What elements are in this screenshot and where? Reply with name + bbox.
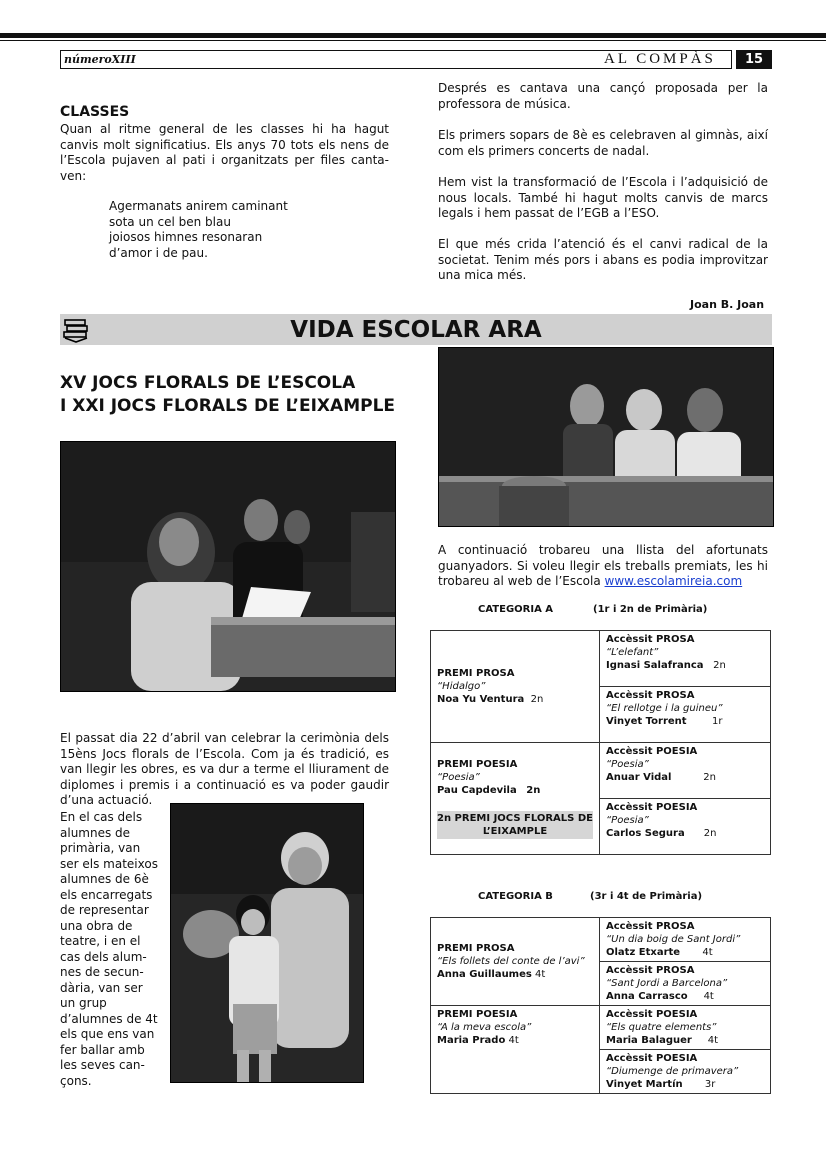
poem <box>109 199 369 261</box>
cat-a-premi-prosa: PREMI PROSA “Hidalgo” Noa Yu Ventura 2n <box>431 631 600 743</box>
cat-a-premi-poesia: PREMI POESIA “Poesia” Pau Capdevila 2n 2n PREMI JOCS FLORALS DE L’EIXAMPLE <box>431 743 600 855</box>
category-b-range: (3r i 4t de Primària) <box>590 891 703 902</box>
cat-b-accessit-3: Accèssit POESIA “Els quatre elements” Maria Balaguer 4t <box>600 1006 771 1050</box>
photo-ceremony-readers <box>60 441 396 692</box>
cat-b-accessit-4: Accèssit POESIA “Diumenge de primavera” Vinyet Martín 3r <box>600 1050 771 1094</box>
article-wrap-text: En el cas dels alumnes de primària, van ser els mateixos alumnes de 6è els encarregats de representar una obra de teatre, i en el cas dels alum- nes de secun- dària, van ser un grup d’alumnes de 4t els que ens van fer ballar amb les seves can- çons. <box>60 810 158 1088</box>
issue-number: númeroXIII <box>64 53 136 66</box>
eixample-prize-badge: 2n PREMI JOCS FLORALS DE L’EIXAMPLE <box>437 813 593 837</box>
classes-paragraph: Quan al ritme general de les classes hi ha hagut canvis molt significatius. Els anys 70 tots els nens de l’Escola pujaven al pati i organitzats per files canta-ven: <box>60 122 389 183</box>
cat-a-accessit-1: Accèssit PROSA “L’elefant” Ignasi Salafranca 2n <box>600 631 771 687</box>
photo-jury-table <box>438 347 774 527</box>
cat-b-premi-poesia: PREMI POESIA “A la meva escola” Maria Prado 4t <box>431 1006 600 1094</box>
cat-a-accessit-3: Accèssit POESIA “Poesia” Anuar Vidal 2n <box>600 743 771 799</box>
website-link[interactable]: www.escolamireia.com <box>604 574 743 588</box>
category-a-label: CATEGORIA A <box>478 604 554 615</box>
article-title <box>60 372 395 418</box>
right-paragraph-4: El que més crida l’atenció és el canvi radical de la societat. Tenim més pors i abans es podia improvitzar una mica més. <box>438 237 768 282</box>
cat-a-accessit-2: Accèssit PROSA “El rellotge i la guineu” Vinyet Torrent 1r <box>600 687 771 743</box>
list-intro: A continuació trobareu una llista del afortunats guanyadors. Si voleu llegir els treballs premiats, les hi trobareu al web de l’Escola www.escolamireia.com <box>438 543 768 588</box>
poem-line: joiosos himnes resonaran <box>109 230 263 244</box>
photo-award-girl <box>170 803 364 1083</box>
page-number: 15 <box>736 50 772 69</box>
right-paragraph-2: Els primers sopars de 8è es celebraven al gimnàs, així com els primers concerts de nadal. <box>438 128 768 158</box>
publication-name: AL COMPÀS <box>604 51 716 67</box>
poem-line: d’amor i de pau. <box>109 245 208 260</box>
right-paragraph-1: Després es cantava una cançó proposada per la professora de música. <box>438 81 768 111</box>
poem-line: sota un cel ben blau <box>109 214 231 229</box>
category-a-range: (1r i 2n de Primària) <box>593 604 708 615</box>
article-title-line: XV JOCS FLORALS DE L’ESCOLA <box>60 373 356 393</box>
cat-b-premi-prosa: PREMI PROSA “Els follets del conte de l’avi” Anna Guillaumes 4t <box>431 918 600 1006</box>
article-paragraph: El passat dia 22 d’abril van celebrar la cerimònia dels 15èns Jocs florals de l’Escola. Com ja és tradició, es van llegir les obres, es va dur a terme el lliurament de diplomes i premis i a continuació es va poder gaudir d’una actuació. <box>60 731 389 807</box>
header-rule-thin <box>0 40 826 41</box>
poem-line: Agermanats anirem caminant <box>109 199 288 213</box>
category-a-table <box>430 630 771 855</box>
category-b-label: CATEGORIA B <box>478 891 553 902</box>
article-title-line: I XXI JOCS FLORALS DE L’EIXAMPLE <box>60 396 396 416</box>
header-rule-thick <box>0 33 826 38</box>
cat-b-accessit-1: Accèssit PROSA “Un dia boig de Sant Jordi” Olatz Etxarte 4t <box>600 918 771 962</box>
signature: Joan B. Joan <box>690 298 765 311</box>
category-b-table <box>430 917 771 1094</box>
right-paragraph-3: Hem vist la transformació de l’Escola i l’adquisició de nous locals. També hi hagut molts canvis de marcs legals i hem passat de l’EGB a l’ESO. <box>438 175 768 220</box>
section-title: VIDA ESCOLAR ARA <box>290 317 542 343</box>
cat-b-accessit-2: Accèssit PROSA “Sant Jordi a Barcelona” Anna Carrasco 4t <box>600 962 771 1006</box>
classes-heading: CLASSES <box>60 104 130 120</box>
cat-a-accessit-4: Accèssit POESIA “Poesia” Carlos Segura 2n <box>600 799 771 855</box>
